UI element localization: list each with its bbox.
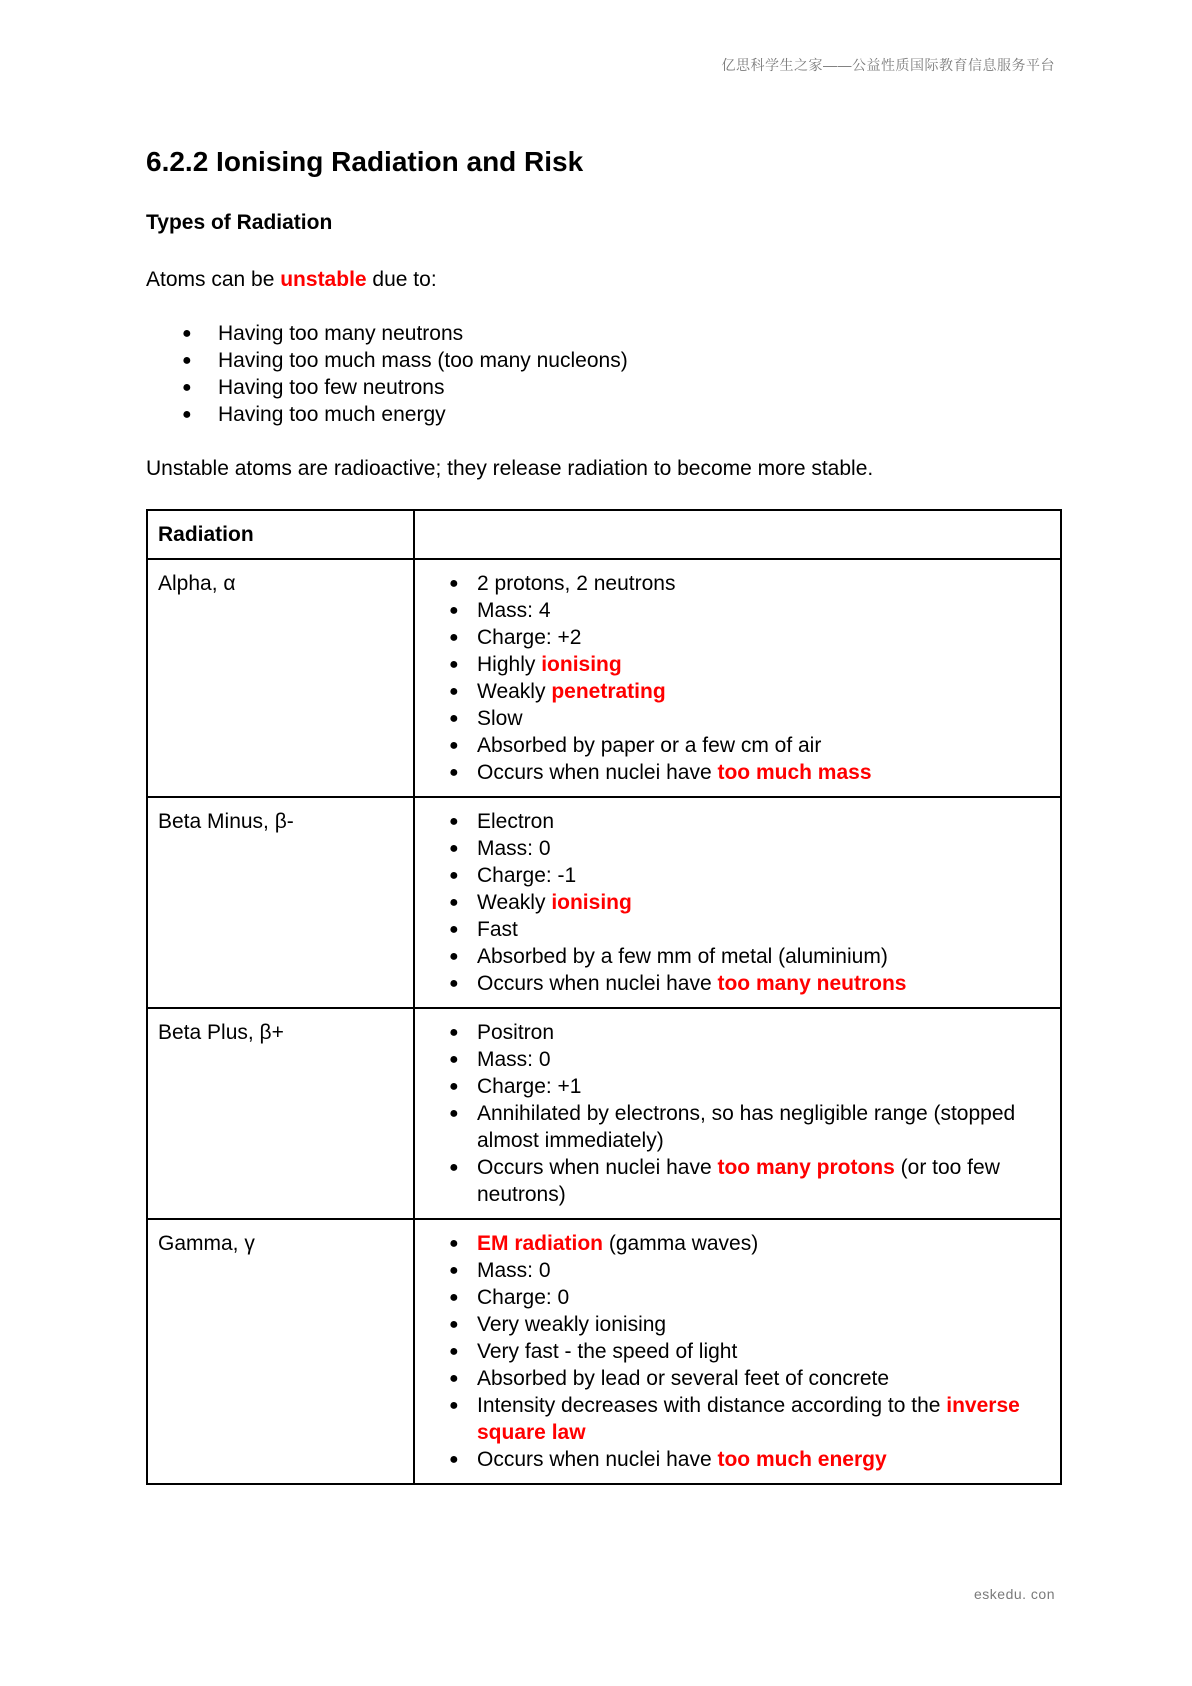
item-highlight: too much energy xyxy=(717,1448,887,1471)
list-item xyxy=(425,759,1050,786)
intro-paragraph xyxy=(146,266,1060,293)
bullet-icon: ● xyxy=(449,1451,459,1468)
properties-list xyxy=(425,808,1050,997)
intro-highlight: unstable xyxy=(280,268,367,291)
radiation-type-cell: Gamma, γ xyxy=(147,1219,414,1484)
list-item xyxy=(425,943,1050,970)
intro-text-before: Atoms can be xyxy=(146,268,281,291)
item-text: Mass: 0 xyxy=(477,1048,551,1071)
column-header-properties xyxy=(414,510,1061,559)
radiation-type-cell: Beta Plus, β+ xyxy=(147,1008,414,1219)
list-item xyxy=(425,970,1050,997)
item-highlight: ionising xyxy=(551,891,632,914)
section-heading: Types of Radiation xyxy=(146,211,333,234)
bullet-icon: ● xyxy=(449,948,459,965)
list-item: ● Having too much mass (too many nucleons) xyxy=(182,349,628,372)
bullet-icon: ● xyxy=(449,683,459,700)
instability-reasons-list xyxy=(146,320,1060,428)
closing-paragraph: Unstable atoms are radioactive; they release radiation to become more stable. xyxy=(146,457,874,480)
bullet-icon: ● xyxy=(449,764,459,781)
document-body xyxy=(146,140,1060,1485)
table-row xyxy=(147,797,1061,1008)
item-after: (or too few neutrons) xyxy=(477,1156,1000,1206)
item-text: Positron xyxy=(477,1021,555,1044)
radiation-properties-cell xyxy=(414,1008,1061,1219)
list-item xyxy=(425,1230,1050,1257)
list-item xyxy=(425,732,1050,759)
bullet-icon: ● xyxy=(449,1289,459,1306)
list-item xyxy=(425,1392,1050,1446)
list-item: ● Having too few neutrons xyxy=(182,376,445,399)
list-item xyxy=(425,678,1050,705)
radiation-type-cell: Alpha, α xyxy=(147,559,414,797)
list-item xyxy=(425,808,1050,835)
properties-list xyxy=(425,1019,1050,1208)
bullet-icon: ● xyxy=(449,1235,459,1252)
properties-list xyxy=(425,570,1050,786)
bullet-icon: ● xyxy=(449,840,459,857)
item-text: Absorbed by lead or several feet of concrete xyxy=(477,1367,890,1390)
table-body xyxy=(147,559,1061,1484)
bullet-icon: ● xyxy=(449,867,459,884)
list-item: ● Having too many neutrons xyxy=(182,322,464,345)
item-text: Absorbed by paper or a few cm of air xyxy=(477,734,822,757)
bullet-icon: ● xyxy=(449,921,459,938)
list-item xyxy=(425,1446,1050,1473)
bullet-icon: ● xyxy=(449,1370,459,1387)
item-highlight: too many protons xyxy=(717,1156,895,1179)
bullet-icon: ● xyxy=(449,813,459,830)
item-before: Occurs when nuclei have xyxy=(477,761,718,784)
properties-list xyxy=(425,1230,1050,1473)
bullet-icon: ● xyxy=(449,575,459,592)
column-header-radiation: Radiation xyxy=(147,510,414,559)
item-text: Charge: +2 xyxy=(477,626,582,649)
bullet-icon: ● xyxy=(449,894,459,911)
item-text: Annihilated by electrons, so has negligible range (stopped almost immediately) xyxy=(477,1102,1016,1152)
radiation-properties-cell xyxy=(414,559,1061,797)
header-note: 亿思科学生之家——公益性质国际教育信息服务平台 xyxy=(721,57,1055,73)
list-item xyxy=(425,1046,1050,1073)
item-before: Occurs when nuclei have xyxy=(477,1156,718,1179)
bullet-icon: ● xyxy=(449,656,459,673)
list-item xyxy=(425,1257,1050,1284)
bullet-icon: ● xyxy=(449,1078,459,1095)
item-text: Charge: -1 xyxy=(477,864,577,887)
bullet-icon: ● xyxy=(182,406,192,423)
item-before: Intensity decreases with distance according to the xyxy=(477,1394,947,1417)
item-before: Occurs when nuclei have xyxy=(477,1448,718,1471)
item-highlight: inverse square law xyxy=(477,1394,1020,1444)
item-text: Charge: +1 xyxy=(477,1075,582,1098)
item-highlight: too many neutrons xyxy=(717,972,907,995)
bullet-icon: ● xyxy=(449,602,459,619)
bullet-icon: ● xyxy=(449,1397,459,1414)
radiation-properties-cell xyxy=(414,1219,1061,1484)
bullet-icon: ● xyxy=(449,1024,459,1041)
bullet-icon: ● xyxy=(449,1051,459,1068)
bullet-icon: ● xyxy=(182,379,192,396)
bullet-icon: ● xyxy=(449,1316,459,1333)
list-item xyxy=(425,916,1050,943)
item-highlight: too much mass xyxy=(717,761,872,784)
list-item xyxy=(425,862,1050,889)
item-text: Absorbed by a few mm of metal (aluminium) xyxy=(477,945,888,968)
list-item xyxy=(425,651,1050,678)
bullet-icon: ● xyxy=(182,352,192,369)
item-text: Mass: 0 xyxy=(477,837,551,860)
list-item xyxy=(425,1284,1050,1311)
radiation-table xyxy=(146,509,1062,1485)
item-text: Slow xyxy=(477,707,523,730)
item-before: Weakly xyxy=(477,891,552,914)
footer-note: eskedu. con xyxy=(974,1586,1055,1602)
bullet-icon: ● xyxy=(449,737,459,754)
page-title: 6.2.2 Ionising Radiation and Risk xyxy=(146,146,584,177)
list-item: ● Having too much energy xyxy=(182,403,446,426)
item-text: 2 protons, 2 neutrons xyxy=(477,572,676,595)
table-row xyxy=(147,559,1061,797)
bullet-icon: ● xyxy=(449,1262,459,1279)
list-item xyxy=(425,1100,1050,1154)
item-before: Weakly xyxy=(477,680,552,703)
list-item xyxy=(425,1073,1050,1100)
table-row xyxy=(147,1219,1061,1484)
item-after: (gamma waves) xyxy=(603,1232,759,1255)
item-before: Occurs when nuclei have xyxy=(477,972,718,995)
item-highlight: penetrating xyxy=(551,680,666,703)
item-before: Highly xyxy=(477,653,542,676)
list-item xyxy=(425,597,1050,624)
item-text: Very weakly ionising xyxy=(477,1313,667,1336)
item-text: Charge: 0 xyxy=(477,1286,570,1309)
item-highlight: ionising xyxy=(541,653,622,676)
radiation-type-cell: Beta Minus, β- xyxy=(147,797,414,1008)
bullet-icon: ● xyxy=(449,1343,459,1360)
list-item xyxy=(425,889,1050,916)
item-highlight: EM radiation xyxy=(477,1232,604,1255)
list-item xyxy=(425,1338,1050,1365)
item-text: Fast xyxy=(477,918,518,941)
bullet-icon: ● xyxy=(449,975,459,992)
item-text: Electron xyxy=(477,810,555,833)
radiation-properties-cell xyxy=(414,797,1061,1008)
list-item xyxy=(425,570,1050,597)
list-item xyxy=(425,705,1050,732)
item-text: Very fast - the speed of light xyxy=(477,1340,738,1363)
bullet-icon: ● xyxy=(449,629,459,646)
bullet-icon: ● xyxy=(449,1159,459,1176)
list-item xyxy=(425,624,1050,651)
list-item xyxy=(425,835,1050,862)
bullet-icon: ● xyxy=(182,325,192,342)
table-row xyxy=(147,1008,1061,1219)
intro-text-after: due to: xyxy=(366,268,437,291)
item-text: Mass: 4 xyxy=(477,599,551,622)
table-header-row xyxy=(147,510,1061,559)
item-text: Mass: 0 xyxy=(477,1259,551,1282)
list-item xyxy=(425,1154,1050,1208)
list-item xyxy=(425,1019,1050,1046)
bullet-icon: ● xyxy=(449,710,459,727)
list-item xyxy=(425,1365,1050,1392)
list-item xyxy=(425,1311,1050,1338)
bullet-icon: ● xyxy=(449,1105,459,1122)
